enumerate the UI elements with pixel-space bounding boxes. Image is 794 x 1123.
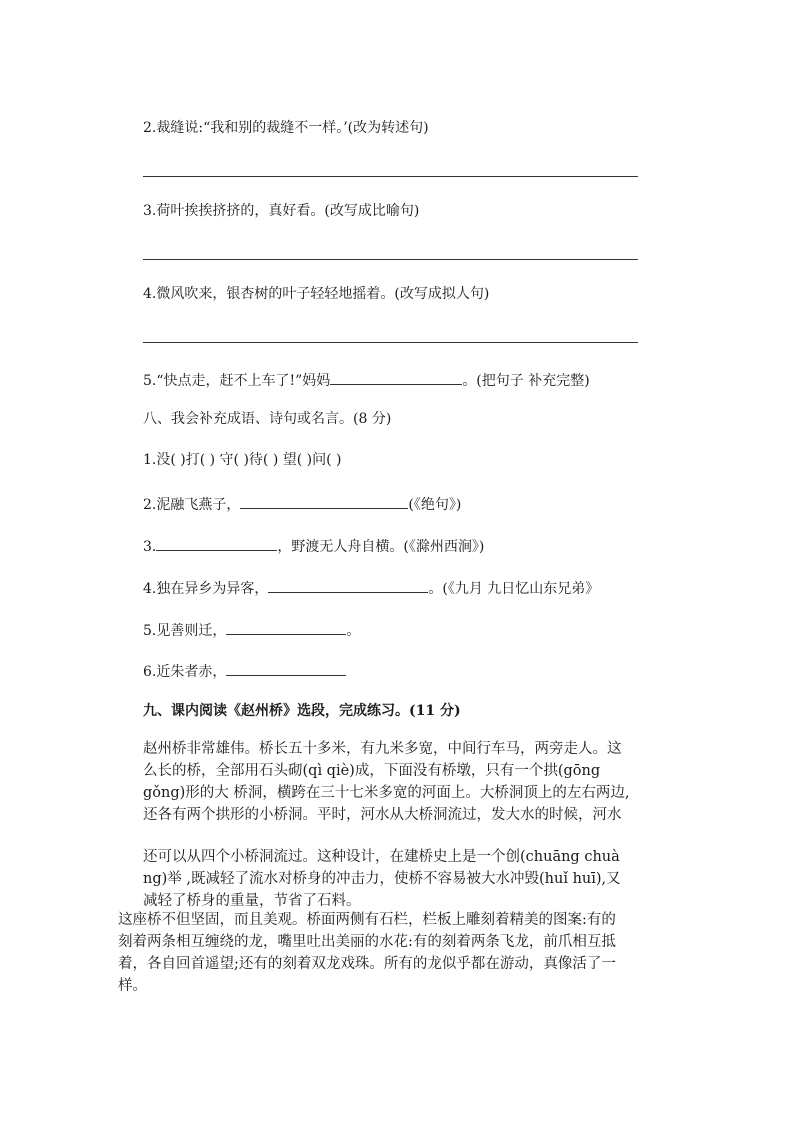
q8-line5-text: 5.见善则迁， xyxy=(143,623,227,639)
q8-line1: 1.没( )打( ) 守( )待( ) 望( )问( ) xyxy=(143,452,342,468)
q7-item5-blank[interactable] xyxy=(330,369,462,385)
q8-line3 xyxy=(143,535,484,556)
q9-heading: 九、课内阅读《赵州桥》选段，完成练习。(11 分) xyxy=(143,703,461,719)
q7-item2-answer-line[interactable] xyxy=(143,176,638,177)
q8-line4-source: 。(《九月 九日忆山东兄弟》 xyxy=(428,581,600,597)
q9-p2-line: 还可以从四个小桥洞流过。这种设计，在建桥史上是一个创(chuāng chuà xyxy=(143,849,620,865)
q9-p1-line: gǒng)形的大 桥洞，横跨在三十七米多宽的河面上。大桥洞顶上的左右两边, xyxy=(143,785,630,801)
q8-line6-text: 6.近朱者赤， xyxy=(143,664,227,680)
q7-item3-answer-line[interactable] xyxy=(143,259,638,260)
q9-p3-line: 样。 xyxy=(118,978,147,994)
q7-item5-hint: 。(把句子 补充完整) xyxy=(462,373,590,389)
q8-line3-number: 3. xyxy=(143,539,157,555)
q8-line3-text: ，野渡无人舟自横。(《滁州西涧》) xyxy=(277,539,485,555)
q9-p3-line: 这座桥不但坚固，而且美观。桥面两侧有石栏，栏板上雕刻着精美的图案:有的 xyxy=(118,912,616,928)
q9-p3-line: 着，各自回首遥望;还有的刻着双龙戏珠。所有的龙似乎都在游动，真像活了一 xyxy=(118,956,616,972)
q8-line2-blank[interactable] xyxy=(240,493,408,509)
q9-paragraph-1 xyxy=(143,738,630,826)
q9-p1-line: 还各有两个拱形的小桥洞。平时，河水从大桥洞流过，发大水的时候，河水 xyxy=(143,807,622,823)
q7-item4-prompt: 4.微风吹来，银杏树的叶子轻轻地摇着。(改写成拟人句) xyxy=(143,286,490,302)
q7-item5-text: 5.“快点走，赶不上车了!”妈妈 xyxy=(143,373,331,389)
q8-line4-blank[interactable] xyxy=(268,577,428,593)
q8-line2-source: (《绝句》) xyxy=(408,497,462,513)
q7-item5-prompt xyxy=(143,369,590,390)
q9-p3-line: 刻着两条相互缠绕的龙，嘴里吐出美丽的水花:有的刻着两条飞龙，前爪相互抵 xyxy=(118,934,616,950)
q8-line5-end: 。 xyxy=(346,623,361,639)
q9-p1-line: 么长的桥，全部用石头砌(qì qiè)成，下面没有桥墩，只有一个拱(gōng xyxy=(143,763,601,779)
q8-line2 xyxy=(143,493,461,514)
q8-line5 xyxy=(143,619,360,640)
q9-p2-line: 减轻了桥身的重量，节省了石料。 xyxy=(143,893,361,909)
q8-line6 xyxy=(143,660,346,681)
q9-paragraph-3 xyxy=(118,909,616,997)
q8-line3-blank[interactable] xyxy=(156,535,277,551)
q8-line4 xyxy=(143,577,599,598)
q9-p2-line: ng)举 ,既减轻了流水对桥身的冲击力，使桥不容易被大水冲毁(huǐ huī),又 xyxy=(143,871,621,887)
q7-item4-answer-line[interactable] xyxy=(143,342,638,343)
q8-line2-text: 2.泥融飞燕子， xyxy=(143,497,241,513)
q8-line4-text: 4.独在异乡为异客， xyxy=(143,581,269,597)
q8-heading: 八、我会补充成语、诗句或名言。(8 分) xyxy=(143,411,392,427)
q7-item2-prompt: 2.裁缝说:“我和别的裁缝不一样。’(改为转述句) xyxy=(143,120,429,136)
q8-line5-blank[interactable] xyxy=(226,619,346,635)
q9-p1-line: 赵州桥非常雄伟。桥长五十多米，有九米多宽，中间行车马，两旁走人。这 xyxy=(143,741,622,757)
q9-paragraph-2 xyxy=(143,846,621,912)
q7-item3-prompt: 3.荷叶挨挨挤挤的，真好看。(改写成比喻句) xyxy=(143,203,420,219)
q8-line6-blank[interactable] xyxy=(226,660,346,676)
